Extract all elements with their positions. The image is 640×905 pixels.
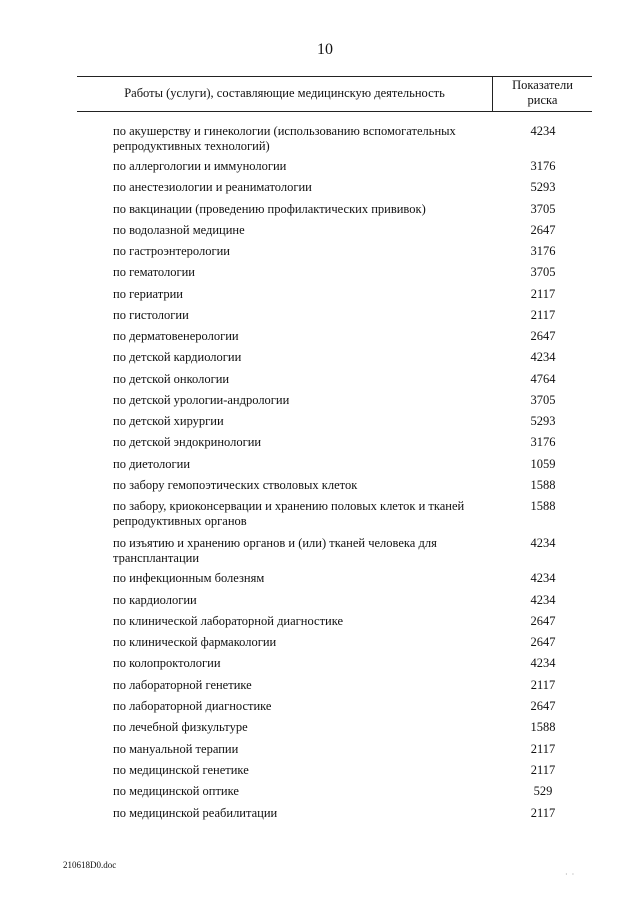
row-value: 4234 bbox=[530, 593, 556, 607]
page-number: 10 bbox=[317, 41, 333, 58]
row-value: 4234 bbox=[530, 656, 556, 670]
row-label: по детской кардиологии bbox=[113, 350, 242, 364]
row-value: 1588 bbox=[530, 478, 556, 492]
row-label: по вакцинации (проведению профилактических прививок) bbox=[113, 202, 426, 216]
row-label: по клинической лабораторной диагностике bbox=[113, 614, 344, 628]
table-header-risk bbox=[493, 78, 592, 108]
table-header-risk-line1: Показатели bbox=[512, 78, 573, 92]
row-label: по аллергологии и иммунологии bbox=[113, 159, 287, 173]
row-label: по клинической фармакологии bbox=[113, 635, 277, 649]
row-value: 2117 bbox=[530, 287, 556, 301]
row-value: 3705 bbox=[530, 393, 556, 407]
row-value: 4234 bbox=[530, 536, 556, 550]
row-label: по медицинской оптике bbox=[113, 784, 239, 798]
row-label: по детской хирургии bbox=[113, 414, 224, 428]
row-value: 2117 bbox=[530, 678, 556, 692]
row-label: по медицинской реабилитации bbox=[113, 806, 278, 820]
row-value: 4234 bbox=[530, 571, 556, 585]
row-label: по детской эндокринологии bbox=[113, 435, 262, 449]
row-value: 3176 bbox=[530, 159, 556, 173]
row-value: 2117 bbox=[530, 742, 556, 756]
row-label: по кардиологии bbox=[113, 593, 197, 607]
row-label: по лечебной физкультуре bbox=[113, 720, 248, 734]
row-value: 3705 bbox=[530, 265, 556, 279]
row-value: 2117 bbox=[530, 308, 556, 322]
row-value: 2647 bbox=[530, 699, 556, 713]
row-label: по лабораторной генетике bbox=[113, 678, 252, 692]
row-value: 2647 bbox=[530, 329, 556, 343]
row-label: по гериатрии bbox=[113, 287, 183, 301]
row-label: по анестезиологии и реаниматологии bbox=[113, 180, 312, 194]
row-label: по колопроктологии bbox=[113, 656, 221, 670]
row-label: по гистологии bbox=[113, 308, 189, 322]
row-label: по забору гемопоэтических стволовых клеток bbox=[113, 478, 358, 492]
row-label: по медицинской генетике bbox=[113, 763, 249, 777]
row-label: по гематологии bbox=[113, 265, 196, 279]
row-label: по детской онкологии bbox=[113, 372, 230, 386]
row-label: по водолазной медицине bbox=[113, 223, 245, 237]
document-footer-id: 210618D0.doc bbox=[63, 860, 117, 870]
corner-mark: · · bbox=[565, 870, 576, 879]
row-value: 2117 bbox=[530, 806, 556, 820]
row-label: по детской урологии-андрологии bbox=[113, 393, 290, 407]
table-header-top-rule bbox=[77, 76, 592, 77]
row-value: 2647 bbox=[530, 614, 556, 628]
row-value: 1588 bbox=[530, 499, 556, 513]
table-header-risk-line2: риска bbox=[527, 93, 558, 107]
row-value: 4764 bbox=[530, 372, 556, 386]
row-label: по акушерству и гинекологии (использованию вспомогательных репродуктивных технологий) bbox=[113, 124, 456, 153]
row-value: 1588 bbox=[530, 720, 556, 734]
row-label: по забору, криоконсервации и хранению половых клеток и тканей репродуктивных органов bbox=[113, 499, 465, 528]
row-value: 529 bbox=[533, 784, 553, 798]
row-value: 2647 bbox=[530, 223, 556, 237]
row-value: 4234 bbox=[530, 350, 556, 364]
row-value: 4234 bbox=[530, 124, 556, 138]
row-label: по мануальной терапии bbox=[113, 742, 239, 756]
table-header-bottom-rule bbox=[77, 111, 592, 112]
row-label: по лабораторной диагностике bbox=[113, 699, 272, 713]
row-label: по изъятию и хранению органов и (или) тканей человека для трансплантации bbox=[113, 536, 437, 565]
row-value: 2117 bbox=[530, 763, 556, 777]
row-value: 3176 bbox=[530, 244, 556, 258]
row-label: по дерматовенерологии bbox=[113, 329, 239, 343]
row-label: по инфекционным болезням bbox=[113, 571, 265, 585]
row-value: 3176 bbox=[530, 435, 556, 449]
table-header-works: Работы (услуги), составляющие медицинскую деятельность bbox=[124, 86, 445, 100]
row-value: 1059 bbox=[530, 457, 556, 471]
row-value: 3705 bbox=[530, 202, 556, 216]
row-value: 2647 bbox=[530, 635, 556, 649]
row-label: по диетологии bbox=[113, 457, 191, 471]
row-value: 5293 bbox=[530, 414, 556, 428]
row-value: 5293 bbox=[530, 180, 556, 194]
row-label: по гастроэнтерологии bbox=[113, 244, 230, 258]
